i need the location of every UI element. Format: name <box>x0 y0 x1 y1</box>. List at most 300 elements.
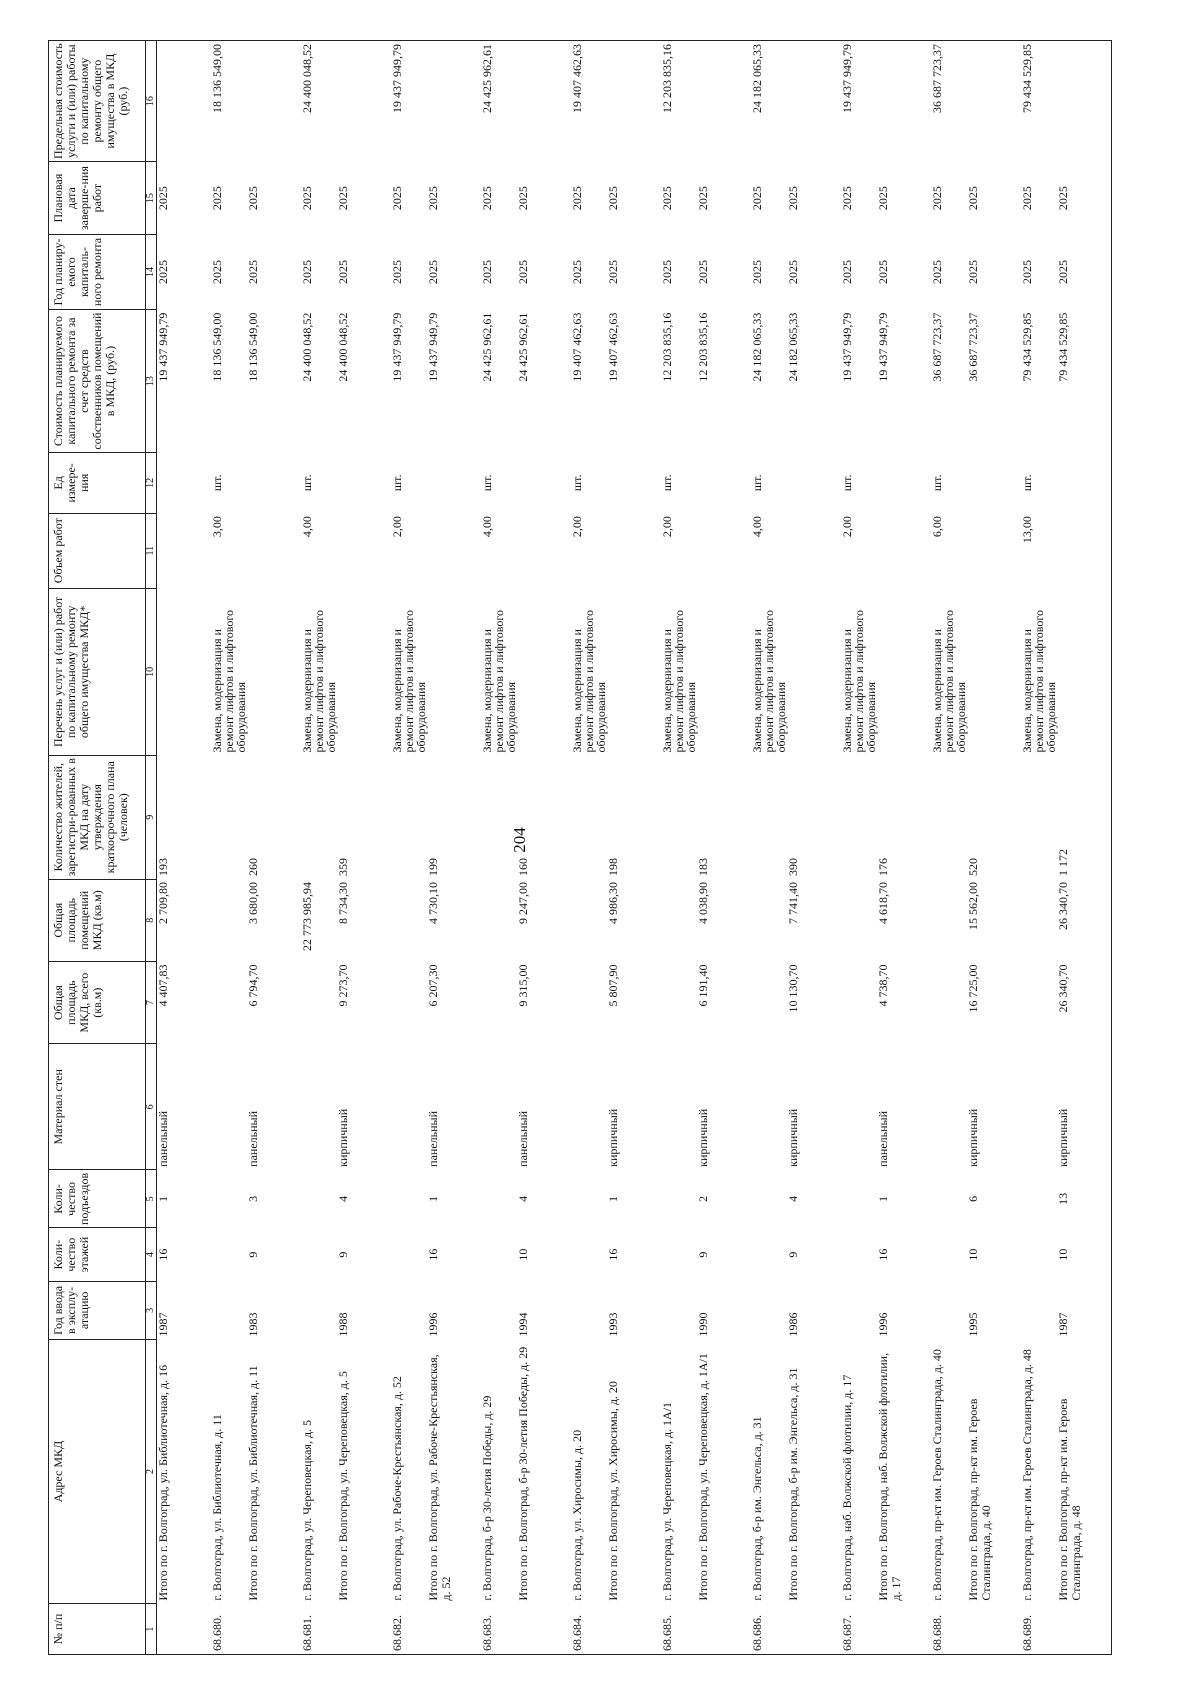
cell-area-rooms <box>751 879 787 961</box>
cell-volume: 13,00 <box>1020 516 1034 544</box>
cell-area-rooms: 4 986,30 <box>606 882 620 925</box>
cell-volume: 6,00 <box>930 516 944 538</box>
cell-area-total <box>841 961 877 1043</box>
column-number-2: 2 <box>146 1339 157 1603</box>
cell-end-date: 2025 <box>516 186 530 211</box>
cell-area-total <box>391 961 427 1043</box>
cell-year <box>1021 1281 1057 1339</box>
cell-residents <box>751 755 787 879</box>
cell-area-total <box>1021 961 1057 1043</box>
cell-material <box>1021 1044 1057 1170</box>
cell-material <box>211 1044 247 1170</box>
cell-unit <box>337 453 391 514</box>
cell-area-total <box>211 961 247 1043</box>
cell-area-rooms: 9 247,00 <box>516 882 530 925</box>
cell-unit <box>1057 453 1112 514</box>
cell-num: 68.682. <box>391 1604 427 1655</box>
cell-unit: шт. <box>1020 474 1034 492</box>
column-number-8: 8 <box>146 879 157 961</box>
cell-floors <box>841 1228 877 1281</box>
cell-area-rooms: 4 618,70 <box>876 882 890 925</box>
cell-plan-year: 2025 <box>570 260 584 285</box>
cell-floors <box>481 1228 517 1281</box>
cell-num <box>877 1604 931 1655</box>
cell-material: кирпичный <box>786 1108 800 1167</box>
cell-entrances: 4 <box>786 1195 800 1202</box>
total-row <box>247 41 301 1655</box>
cell-cost: 24 425 962,61 <box>516 312 530 382</box>
cell-residents <box>211 755 247 879</box>
cell-work <box>877 588 931 755</box>
cell-address: Итого по г. Волгоград, ул. Рабоче-Крестьянская, д. 52 <box>426 1354 453 1601</box>
cell-work <box>517 588 571 755</box>
cell-area-rooms <box>481 879 517 961</box>
table-body <box>157 41 1112 1655</box>
cell-work: Замена, модернизация и ремонт лифтов и лифтового оборудования <box>660 610 698 753</box>
cell-volume: 3,00 <box>210 516 224 538</box>
cell-area-total: 9 315,00 <box>516 964 530 1007</box>
repair-plan-table <box>48 40 1112 1655</box>
cell-year <box>661 1281 697 1339</box>
cell-cost: 19 437 949,79 <box>840 312 854 382</box>
cell-cost: 24 425 962,61 <box>480 312 494 382</box>
total-row <box>337 41 391 1655</box>
cell-volume: 2,00 <box>660 516 674 538</box>
cell-cost: 24 182 065,33 <box>786 312 800 382</box>
cell-floors: 10 <box>966 1248 980 1261</box>
cell-address: Итого по г. Волгоград, ул. Библиотечная, д. 16 <box>156 1364 170 1601</box>
cell-unit <box>427 453 481 514</box>
cell-area-rooms: 15 562,00 <box>966 882 980 931</box>
cell-area-total <box>571 961 607 1043</box>
cell-work: Замена, модернизация и ремонт лифтов и лифтового оборудования <box>390 610 428 753</box>
cell-volume <box>607 513 661 588</box>
cell-num <box>607 1604 661 1655</box>
column-number-12: 12 <box>146 453 157 514</box>
cell-material: кирпичный <box>966 1108 980 1167</box>
cell-floors: 9 <box>696 1251 710 1258</box>
column-number-13: 13 <box>146 310 157 453</box>
cell-area-rooms <box>571 879 607 961</box>
cell-year: 1990 <box>696 1312 710 1337</box>
cell-area-total: 6 207,30 <box>426 964 440 1007</box>
cell-cost: 19 437 949,79 <box>876 312 890 382</box>
cell-floors <box>301 1228 337 1281</box>
cell-unit: шт. <box>930 474 944 492</box>
cell-year: 1987 <box>1057 1281 1112 1339</box>
cell-residents <box>391 755 427 879</box>
cell-cost: 19 407 462,63 <box>606 312 620 382</box>
cell-plan-year: 2025 <box>1020 260 1034 285</box>
cell-residents: 176 <box>876 858 890 877</box>
cell-limit <box>1057 41 1112 162</box>
cell-volume <box>517 513 571 588</box>
header-cell-16: Предельная стоимость услуги и (или) работы по капитальному ремонту общего имущества в МКД (руб.) <box>49 41 146 162</box>
cell-entrances <box>1021 1170 1057 1228</box>
cell-limit <box>337 41 391 162</box>
cell-limit <box>427 41 481 162</box>
cell-work: Замена, модернизация и ремонт лифтов и лифтового оборудования <box>750 610 788 753</box>
cell-entrances: 4 <box>516 1195 530 1202</box>
cell-limit: 24 425 962,61 <box>481 41 517 162</box>
item-row <box>841 41 877 1655</box>
cell-area-total <box>751 961 787 1043</box>
cell-limit: 24 400 048,52 <box>301 41 337 162</box>
column-number-16: 16 <box>146 41 157 162</box>
cell-year <box>931 1281 967 1339</box>
cell-area-total: 6 794,70 <box>246 964 260 1007</box>
cell-area-rooms <box>1021 879 1057 961</box>
cell-entrances <box>301 1170 337 1228</box>
cell-residents: 193 <box>156 858 170 877</box>
cell-limit: 19 437 949,79 <box>841 41 877 162</box>
cell-entrances: 2 <box>696 1195 710 1202</box>
cell-unit: шт. <box>210 474 224 492</box>
item-row <box>301 41 337 1655</box>
header-cell-11: Объем работ <box>49 513 146 588</box>
cell-material: панельный <box>156 1110 170 1167</box>
cell-unit <box>247 453 301 514</box>
cell-unit: шт. <box>480 474 494 492</box>
header-cell-14: Год планиру-емого капиталь-ного ремонта <box>49 234 146 309</box>
item-row <box>1021 41 1057 1655</box>
cell-plan-year: 2025 <box>966 260 980 285</box>
header-cell-10: Перечень услуг и (или) работ по капитальному ремонту общего имущества МКД* <box>49 588 146 755</box>
cell-address: г. Волгоград, б-р 30-летия Победы, д. 29 <box>480 1395 494 1601</box>
cell-year: 1987 <box>156 1312 170 1337</box>
cell-entrances: 4 <box>336 1195 350 1202</box>
cell-material <box>661 1044 697 1170</box>
cell-area-rooms: 2 709,80 <box>156 882 170 925</box>
cell-entrances: 1 <box>606 1195 620 1202</box>
cell-end-date: 2025 <box>156 186 170 211</box>
cell-end-date: 2025 <box>246 186 260 211</box>
cell-residents: 183 <box>696 858 710 877</box>
cell-entrances <box>841 1170 877 1228</box>
cell-plan-year: 2025 <box>426 260 440 285</box>
cell-address: г. Волгоград, б-р им. Энгельса, д. 31 <box>750 1416 764 1601</box>
cell-limit: 24 182 065,33 <box>751 41 787 162</box>
cell-volume <box>877 513 931 588</box>
cell-cost: 36 687 723,37 <box>966 312 980 382</box>
cell-area-rooms: 26 340,70 <box>1057 879 1112 961</box>
cell-cost: 12 203 835,16 <box>660 312 674 382</box>
cell-floors <box>211 1228 247 1281</box>
page-number: 204 <box>510 827 529 853</box>
total-row <box>517 41 571 1655</box>
cell-work: Замена, модернизация и ремонт лифтов и лифтового оборудования <box>570 610 608 753</box>
cell-work: Замена, модернизация и ремонт лифтов и лифтового оборудования <box>1020 610 1058 753</box>
column-number-10: 10 <box>146 588 157 755</box>
cell-area-rooms <box>391 879 427 961</box>
cell-end-date: 2025 <box>930 186 944 211</box>
cell-floors: 9 <box>786 1251 800 1258</box>
header-cell-5: Коли-чество подъездов <box>49 1170 146 1228</box>
cell-limit <box>877 41 931 162</box>
cell-work <box>697 588 751 755</box>
column-number-row <box>146 41 157 1655</box>
cell-entrances <box>211 1170 247 1228</box>
item-row <box>571 41 607 1655</box>
cell-material <box>301 1044 337 1170</box>
cell-area-total: 6 191,40 <box>696 964 710 1007</box>
cell-residents: 198 <box>606 858 620 877</box>
cell-end-date: 2025 <box>210 186 224 211</box>
cell-residents <box>571 755 607 879</box>
cell-year: 1983 <box>246 1312 260 1337</box>
cell-volume: 4,00 <box>750 516 764 538</box>
cell-address: г. Волгоград, ул. Рабоче-Крестьянская, д. 52 <box>390 1376 404 1601</box>
cell-floors: 16 <box>876 1248 890 1261</box>
cell-material <box>571 1044 607 1170</box>
cell-unit <box>787 453 841 514</box>
cell-area-total <box>481 961 517 1043</box>
cell-plan-year: 2025 <box>300 260 314 285</box>
cell-num: 68.684. <box>571 1604 607 1655</box>
column-number-15: 15 <box>146 162 157 235</box>
cell-plan-year: 2025 <box>840 260 854 285</box>
cell-entrances <box>661 1170 697 1228</box>
header-cell-7: Общая площадь МКД, всего (кв.м) <box>49 961 146 1043</box>
cell-address: г. Волгоград, ул. Череповецкая, д. 5 <box>300 1419 314 1601</box>
cell-limit <box>517 41 571 162</box>
cell-address: г. Волгоград, пр-кт им. Героев Сталинграда, д. 48 <box>1020 1349 1034 1601</box>
total-row <box>607 41 661 1655</box>
cell-work: Замена, модернизация и ремонт лифтов и лифтового оборудования <box>840 610 878 753</box>
cell-residents: 359 <box>336 858 350 877</box>
cell-area-total <box>661 961 697 1043</box>
column-number-14: 14 <box>146 234 157 309</box>
cell-plan-year: 2025 <box>390 260 404 285</box>
cell-address: г. Волгоград, ул. Хиросимы, д. 20 <box>570 1429 584 1601</box>
cell-area-total: 5 807,90 <box>606 964 620 1007</box>
cell-cost: 19 437 949,79 <box>156 312 170 382</box>
cell-end-date: 2025 <box>1057 162 1112 235</box>
cell-floors <box>751 1228 787 1281</box>
header-cell-9: Количество жителей, зарегистри-рованных в МКД на дату утверждения краткосрочного плана (человек) <box>49 755 146 879</box>
cell-residents <box>931 755 967 879</box>
cell-unit <box>967 453 1021 514</box>
cell-work: Замена, модернизация и ремонт лифтов и лифтового оборудования <box>210 610 248 753</box>
cell-end-date: 2025 <box>660 186 674 211</box>
cell-year: 1996 <box>876 1312 890 1337</box>
cell-material: панельный <box>426 1110 440 1167</box>
cell-material: панельный <box>876 1110 890 1167</box>
cell-num <box>967 1604 1021 1655</box>
cell-address: Итого по г. Волгоград, пр-кт им. Героев Сталинграда, д. 48 <box>1057 1339 1112 1603</box>
cell-unit <box>607 453 661 514</box>
cell-plan-year: 2025 <box>876 260 890 285</box>
cell-floors <box>931 1228 967 1281</box>
cell-plan-year: 2025 <box>480 260 494 285</box>
cell-floors: 16 <box>426 1248 440 1261</box>
cell-area-total <box>301 961 337 1043</box>
cell-unit: шт. <box>750 474 764 492</box>
cell-unit: шт. <box>660 474 674 492</box>
cell-year <box>301 1281 337 1339</box>
cell-entrances: 6 <box>966 1195 980 1202</box>
cell-floors <box>1021 1228 1057 1281</box>
cell-num: 68.689. <box>1021 1604 1057 1655</box>
cell-entrances <box>571 1170 607 1228</box>
cell-num: 68.687. <box>841 1604 877 1655</box>
cell-area-rooms <box>211 879 247 961</box>
item-row <box>661 41 697 1655</box>
cell-area-rooms: 7 741,40 <box>786 882 800 925</box>
cell-entrances <box>481 1170 517 1228</box>
item-row <box>211 41 247 1655</box>
cell-area-total: 16 725,00 <box>966 964 980 1013</box>
total-row <box>877 41 931 1655</box>
cell-residents <box>661 755 697 879</box>
cell-material <box>391 1044 427 1170</box>
cell-year: 1996 <box>426 1312 440 1337</box>
cell-unit: шт. <box>570 474 584 492</box>
cell-plan-year: 2025 <box>246 260 260 285</box>
cell-plan-year: 2025 <box>696 260 710 285</box>
cell-material: кирпичный <box>1057 1044 1112 1170</box>
cell-num: 68.683. <box>481 1604 517 1655</box>
cell-residents <box>301 755 337 879</box>
cell-residents <box>841 755 877 879</box>
total-row <box>697 41 751 1655</box>
cell-material <box>751 1044 787 1170</box>
cell-limit <box>697 41 751 162</box>
cell-plan-year: 2025 <box>660 260 674 285</box>
cell-address: г. Волгоград, наб. Волжской флотилии, д. 17 <box>840 1374 854 1601</box>
cell-num <box>517 1604 571 1655</box>
cell-year: 1994 <box>516 1312 530 1337</box>
cell-limit <box>787 41 841 162</box>
cell-entrances: 1 <box>426 1195 440 1202</box>
cell-year <box>571 1281 607 1339</box>
cell-volume <box>157 513 212 588</box>
cell-cost: 24 182 065,33 <box>750 312 764 382</box>
cell-year: 1986 <box>786 1312 800 1337</box>
cell-material: кирпичный <box>336 1108 350 1167</box>
cell-address: Итого по г. Волгоград, наб. Волжской флотилии, д. 17 <box>876 1352 903 1601</box>
cell-area-total <box>931 961 967 1043</box>
header-cell-3: Год ввода в эксплу-атацию <box>49 1281 146 1339</box>
cell-plan-year: 2025 <box>210 260 224 285</box>
cell-address: г. Волгоград, ул. Череповецкая, д. 1А/1 <box>660 1401 674 1601</box>
cell-volume <box>1057 513 1112 588</box>
cell-entrances: 3 <box>246 1195 260 1202</box>
header-cell-1: № п/п <box>49 1604 146 1655</box>
cell-year <box>481 1281 517 1339</box>
cell-num <box>787 1604 841 1655</box>
cell-residents: 390 <box>786 858 800 877</box>
cell-cost: 12 203 835,16 <box>696 312 710 382</box>
cell-num <box>697 1604 751 1655</box>
column-number-6: 6 <box>146 1044 157 1170</box>
cell-unit: шт. <box>390 474 404 492</box>
cell-cost: 19 437 949,79 <box>426 312 440 382</box>
cell-work <box>607 588 661 755</box>
cell-floors: 16 <box>156 1248 170 1261</box>
cell-limit <box>247 41 301 162</box>
cell-end-date: 2025 <box>876 186 890 211</box>
cell-area-total: 4 738,70 <box>876 964 890 1007</box>
cell-num: 68.688. <box>931 1604 967 1655</box>
cell-end-date: 2025 <box>390 186 404 211</box>
cell-volume: 2,00 <box>570 516 584 538</box>
cell-entrances <box>751 1170 787 1228</box>
header-cell-13: Стоимость планируемого капитального ремонта за счет средств собственников помещений в МКД, (руб.) <box>49 310 146 453</box>
cell-address: Итого по г. Волгоград, ул. Череповецкая, д. 1А/1 <box>696 1353 710 1601</box>
cell-volume <box>697 513 751 588</box>
cell-material <box>841 1044 877 1170</box>
total-row <box>967 41 1021 1655</box>
cell-area-total: 26 340,70 <box>1057 961 1112 1043</box>
cell-area-rooms <box>841 879 877 961</box>
cell-year: 1995 <box>966 1312 980 1337</box>
cell-end-date: 2025 <box>426 186 440 211</box>
cell-address: Итого по г. Волгоград, ул. Череповецкая, д. 5 <box>336 1371 350 1601</box>
cell-volume <box>967 513 1021 588</box>
cell-floors: 16 <box>606 1248 620 1261</box>
cell-end-date: 2025 <box>336 186 350 211</box>
cell-plan-year: 2025 <box>516 260 530 285</box>
cell-floors: 9 <box>336 1251 350 1258</box>
cell-address: г. Волгоград, пр-кт им. Героев Сталинграда, д. 40 <box>930 1349 944 1601</box>
cell-material: кирпичный <box>606 1108 620 1167</box>
cell-residents: 260 <box>246 858 260 877</box>
cell-residents: 160 <box>516 858 530 877</box>
cell-area-total: 10 130,70 <box>786 964 800 1013</box>
cell-area-rooms: 22 773 985,94 <box>300 882 314 952</box>
cell-num <box>157 1604 212 1655</box>
cell-num: 68.680. <box>211 1604 247 1655</box>
cell-unit: шт. <box>840 474 854 492</box>
cell-address: г. Волгоград, ул. Библиотечная, д. 11 <box>210 1414 224 1601</box>
cell-unit <box>877 453 931 514</box>
header-row <box>49 41 146 1655</box>
cell-plan-year: 2025 <box>750 260 764 285</box>
cell-num: 68.685. <box>661 1604 697 1655</box>
cell-limit <box>607 41 661 162</box>
cell-floors <box>571 1228 607 1281</box>
cell-year: 1988 <box>336 1312 350 1337</box>
rotated-table-container <box>48 40 1138 1655</box>
cell-plan-year: 2025 <box>156 260 170 285</box>
cell-cost: 24 400 048,52 <box>300 312 314 382</box>
cell-work <box>247 588 301 755</box>
cell-entrances: 1 <box>876 1195 890 1202</box>
header-cell-6: Материал стен <box>49 1044 146 1170</box>
cell-material: панельный <box>246 1110 260 1167</box>
cell-cost: 36 687 723,37 <box>930 312 944 382</box>
total-row <box>157 41 212 1655</box>
cell-plan-year: 2025 <box>786 260 800 285</box>
cell-num: 68.681. <box>301 1604 337 1655</box>
cell-address: Итого по г. Волгоград, ул. Библиотечная, д. 11 <box>246 1365 260 1601</box>
cell-end-date: 2025 <box>480 186 494 211</box>
cell-area-rooms <box>931 879 967 961</box>
cell-work <box>337 588 391 755</box>
cell-year <box>211 1281 247 1339</box>
total-row <box>787 41 841 1655</box>
cell-num <box>427 1604 481 1655</box>
cell-num <box>337 1604 391 1655</box>
cell-area-rooms: 8 734,30 <box>336 882 350 925</box>
cell-floors <box>661 1228 697 1281</box>
cell-cost: 24 400 048,52 <box>336 312 350 382</box>
cell-num <box>1057 1604 1112 1655</box>
header-cell-12: Ед измере-ния <box>49 453 146 514</box>
cell-unit: шт. <box>300 474 314 492</box>
cell-material <box>481 1044 517 1170</box>
